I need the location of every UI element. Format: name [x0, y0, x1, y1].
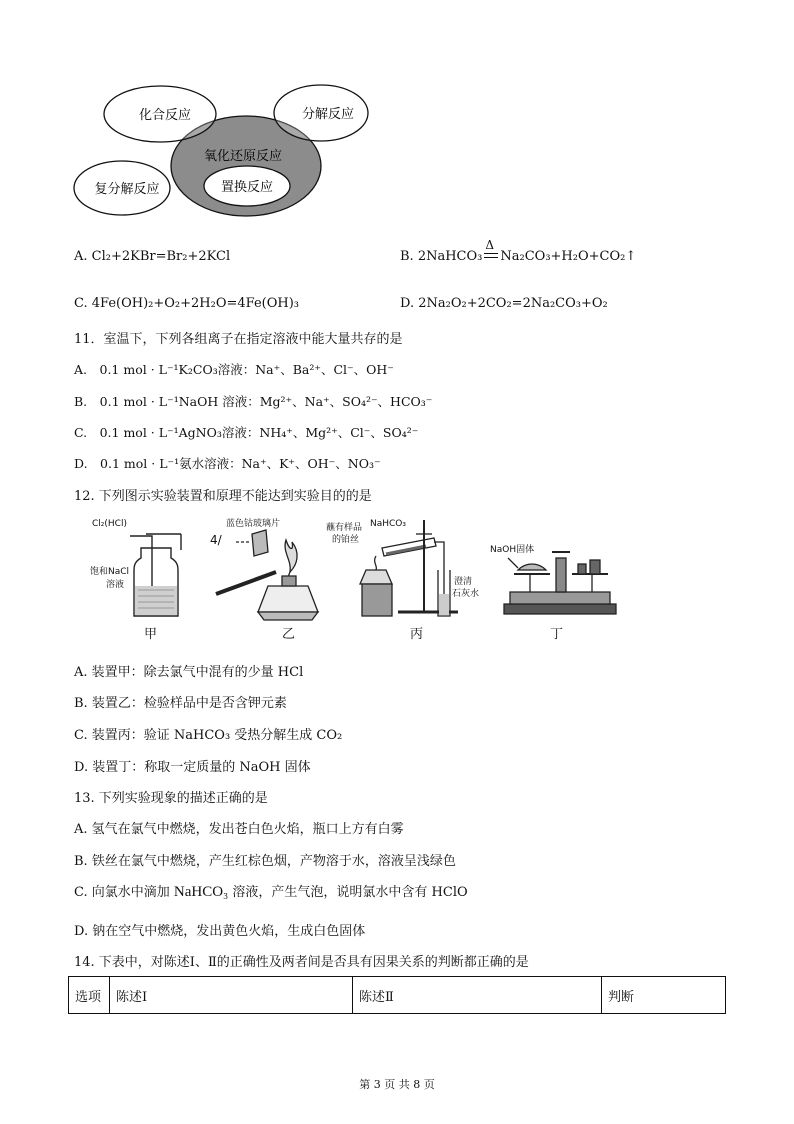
reaction-type-diagram — [70, 80, 380, 220]
q13-option-a: A. 氢气在氯气中燃烧，发出苍白色火焰，瓶口上方有白雾 — [74, 822, 404, 837]
q12-apparatus-figure — [86, 512, 626, 644]
q10-option-c: C. 4Fe(OH)₂+O₂+2H₂O=4Fe(OH)₃ — [74, 296, 300, 311]
ding-caption: 丁 — [550, 627, 564, 642]
page-footer: 第 3 页 共 8 页 — [359, 1078, 435, 1091]
double-decomposition-label: 复分解反应 — [94, 182, 160, 197]
q12-stem: 12. 下列图示实验装置和原理不能达到实验目的的是 — [74, 489, 372, 504]
yi-sample-label-2: 的铂丝 — [332, 535, 360, 545]
q12-option-d: D. 装置丁：称取一定质量的 NaOH 固体 — [74, 760, 311, 775]
header-statement-2: 陈述Ⅱ — [353, 977, 602, 1014]
header-judgement: 判断 — [602, 977, 726, 1014]
q12-option-b: B. 装置乙：检验样品中是否含钾元素 — [74, 696, 287, 711]
jia-gas-label: Cl₂(HCl) — [92, 519, 127, 529]
header-option: 选项 — [69, 977, 110, 1014]
q13-option-c — [74, 881, 468, 901]
displacement-label: 置换反应 — [220, 180, 274, 195]
equals-bar-1 — [484, 253, 498, 254]
bing-lime-label-1: 澄清 — [454, 577, 473, 587]
q13-stem: 13. 下列实验现象的描述正确的是 — [74, 791, 268, 806]
bing-salt-label: NaHCO₃ — [370, 519, 406, 529]
q13-option-d: D. 钠在空气中燃烧，发出黄色火焰，生成白色固体 — [74, 924, 366, 939]
yi-glass-label: 蓝色钴玻璃片 — [226, 519, 281, 529]
table-header-row — [69, 977, 726, 1014]
q10-option-b — [400, 237, 637, 264]
q11-option-d: D. 0.1 mol · L⁻¹氨水溶液：Na⁺、K⁺、OH⁻、NO₃⁻ — [74, 456, 381, 471]
jia-caption: 甲 — [144, 627, 158, 642]
heating-condition — [484, 237, 498, 262]
q11-option-c: C. 0.1 mol · L⁻¹AgNO₃溶液：NH₄⁺、Mg²⁺、Cl⁻、SO₄²⁻ — [74, 425, 419, 440]
jia-solution-label-2: 溶液 — [106, 580, 125, 590]
decomposition-label: 分解反应 — [301, 107, 355, 122]
equals-bar-2 — [484, 257, 498, 258]
q14-table — [68, 976, 726, 1014]
q10-option-d: D. 2Na₂O₂+2CO₂=2Na₂CO₃+O₂ — [400, 296, 608, 311]
q12-option-a: A. 装置甲：除去氯气中混有的少量 HCl — [74, 665, 304, 680]
header-statement-1: 陈述Ⅰ — [110, 977, 353, 1014]
q11-option-b: B. 0.1 mol · L⁻¹NaOH 溶液：Mg²⁺、Na⁺、SO₄²⁻、HCO₃⁻ — [74, 394, 433, 409]
apparatus-ding — [490, 543, 616, 642]
yi-sample-label-1: 蘸有样品 — [326, 523, 363, 533]
q10-option-a: A. Cl₂+2KBr=Br₂+2KCl — [74, 249, 231, 264]
q10-option-b-reactant: B. 2NaHCO₃ — [400, 249, 483, 264]
q13-option-b: B. 铁丝在氯气中燃烧，产生红棕色烟，产物溶于水，溶液呈浅绿色 — [74, 854, 456, 869]
yi-caption: 乙 — [282, 627, 296, 642]
redox-label: 氧化还原反应 — [203, 149, 283, 164]
q11-option-a: A. 0.1 mol · L⁻¹K₂CO₃溶液：Na⁺、Ba²⁺、Cl⁻、OH⁻ — [74, 362, 394, 377]
heating-delta: Δ — [485, 237, 495, 252]
q11-stem: 11．室温下，下列各组离子在指定溶液中能大量共存的是 — [74, 332, 403, 347]
bing-lime-label-2: 石灰水 — [452, 589, 480, 599]
q13-option-c-prefix: C. 向氯水中滴加 — [74, 885, 174, 900]
q13-option-c-suffix: 溶液，产生气泡，说明氯水中含有 HClO — [228, 885, 468, 900]
q12-option-c: C. 装置丙：验证 NaHCO₃ 受热分解生成 CO₂ — [74, 728, 343, 743]
yi-eye-label: 4/ — [210, 533, 222, 547]
q10-option-b-products: Na₂CO₃+H₂O+CO₂↑ — [500, 249, 637, 264]
q14-stem: 14. 下表中，对陈述Ⅰ、Ⅱ的正确性及两者间是否具有因果关系的判断都正确的是 — [74, 955, 529, 970]
bing-caption: 丙 — [410, 627, 424, 642]
apparatus-yi — [210, 517, 362, 642]
combination-label: 化合反应 — [138, 108, 192, 123]
apparatus-jia — [90, 519, 181, 642]
apparatus-bing — [360, 519, 479, 642]
q13-option-c-formula: NaHCO₃ — [173, 884, 229, 900]
jia-solution-label-1: 饱和NaCl — [90, 567, 130, 577]
ding-solid-label: NaOH固体 — [490, 545, 535, 555]
